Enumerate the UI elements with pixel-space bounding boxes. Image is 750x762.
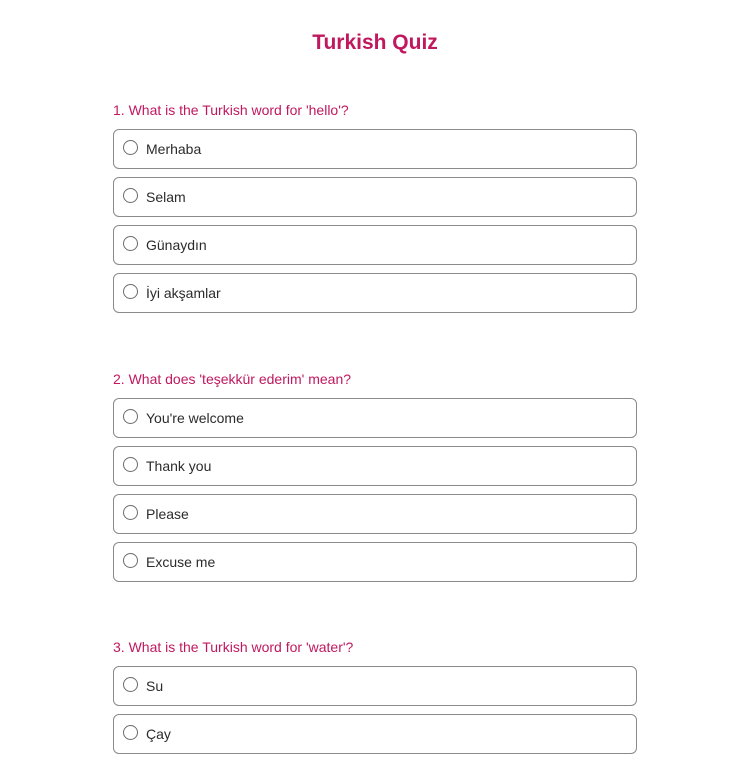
answer-option-su[interactable]	[113, 666, 637, 706]
radio-button[interactable]	[123, 236, 138, 251]
option-label: Selam	[146, 189, 186, 205]
question-1	[113, 101, 637, 321]
question-text: 1. What is the Turkish word for 'hello'?	[113, 102, 349, 118]
page-title: Turkish Quiz	[312, 31, 438, 54]
question-2	[113, 370, 637, 590]
question-3	[113, 638, 637, 762]
answer-option-excuse-me[interactable]	[113, 542, 637, 582]
question-text: 3. What is the Turkish word for 'water'?	[113, 639, 354, 655]
answer-option-cay[interactable]	[113, 714, 637, 754]
option-label: Merhaba	[146, 141, 202, 157]
radio-button[interactable]	[123, 188, 138, 203]
radio-button[interactable]	[123, 677, 138, 692]
radio-button[interactable]	[123, 505, 138, 520]
radio-button[interactable]	[123, 409, 138, 424]
answer-option-merhaba[interactable]	[113, 129, 637, 169]
radio-button[interactable]	[123, 553, 138, 568]
radio-button[interactable]	[123, 140, 138, 155]
option-label: You're welcome	[146, 410, 244, 426]
option-label: İyi akşamlar	[146, 285, 221, 301]
answer-option-selam[interactable]	[113, 177, 637, 217]
question-text: 2. What does 'teşekkür ederim' mean?	[113, 371, 352, 387]
option-label: Çay	[146, 726, 171, 742]
option-label: Günaydın	[146, 237, 207, 253]
answer-option-thank-you[interactable]	[113, 446, 637, 486]
answer-option-youre-welcome[interactable]	[113, 398, 637, 438]
answer-option-iyi-aksamlar[interactable]	[113, 273, 637, 313]
option-label: Please	[146, 506, 189, 522]
radio-button[interactable]	[123, 457, 138, 472]
radio-button[interactable]	[123, 284, 138, 299]
radio-button[interactable]	[123, 725, 138, 740]
option-label: Su	[146, 678, 164, 694]
answer-option-gunaydin[interactable]	[113, 225, 637, 265]
answer-option-please[interactable]	[113, 494, 637, 534]
option-label: Excuse me	[146, 554, 216, 570]
option-label: Thank you	[146, 458, 212, 474]
